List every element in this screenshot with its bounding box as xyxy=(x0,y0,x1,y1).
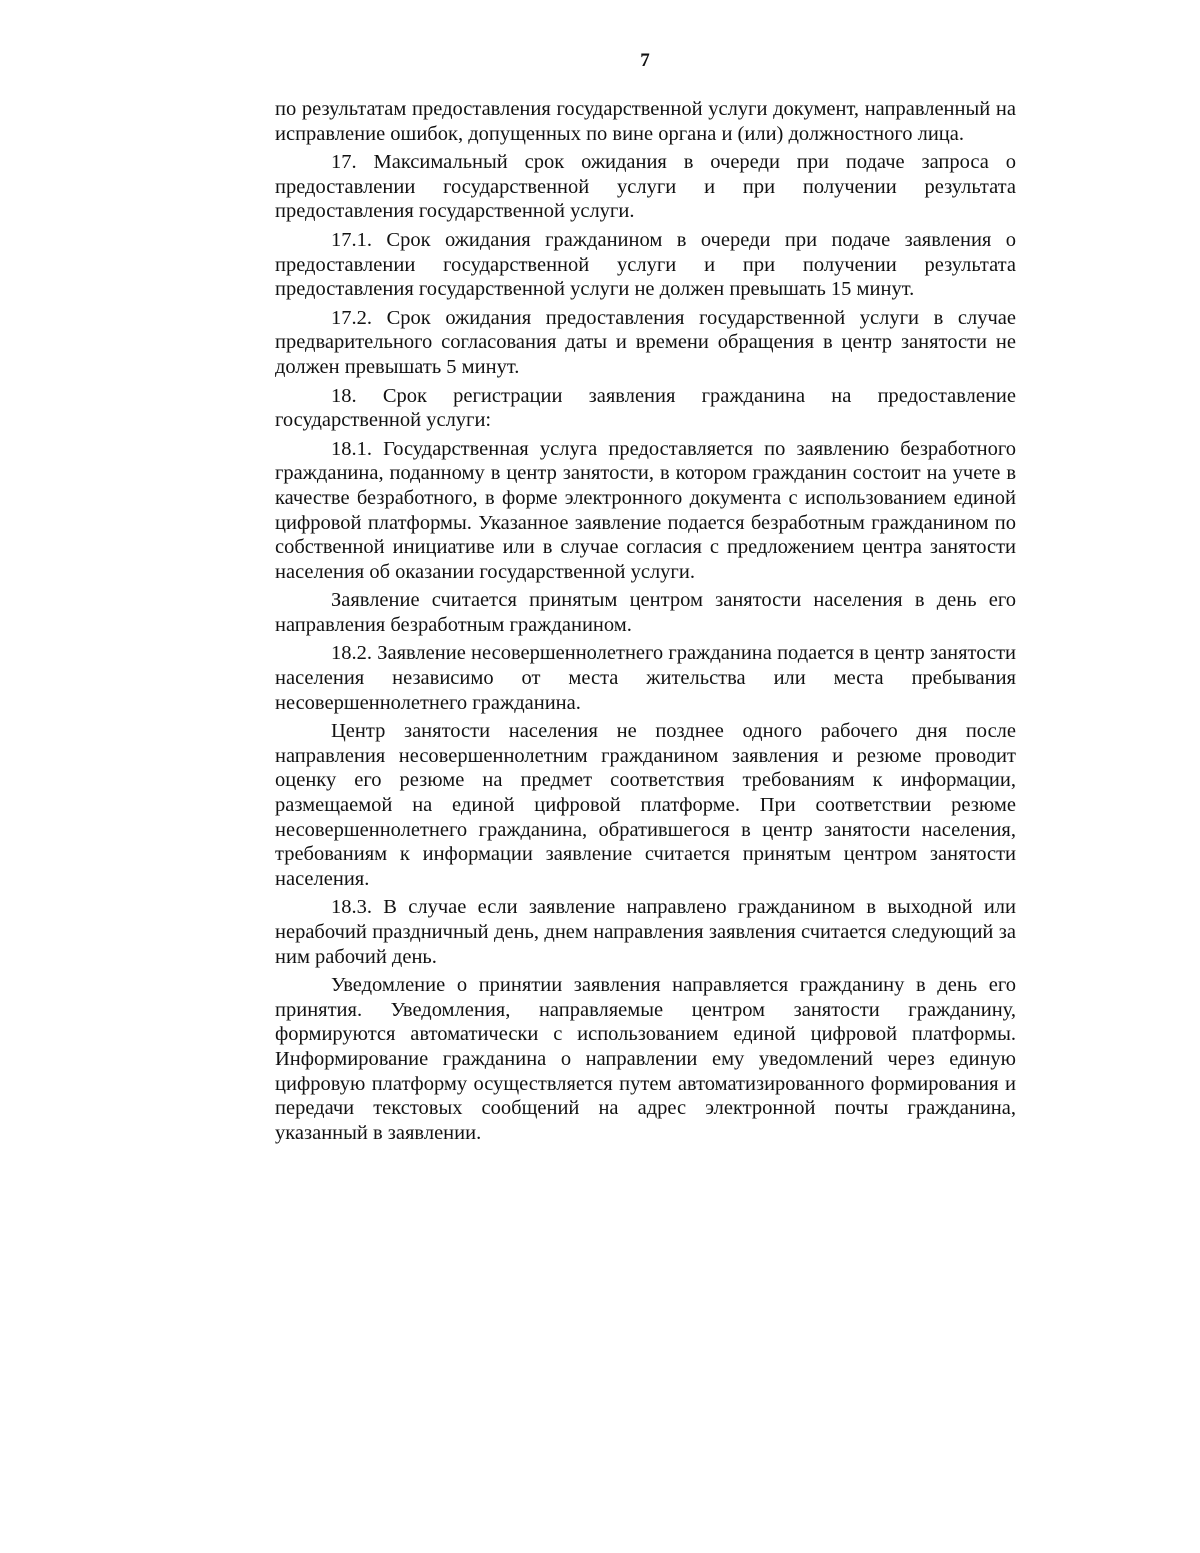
paragraph-18-3: 18.3. В случае если заявление направлено гражданином в выходной или нерабочий праздничный день, днем направления заявления считается следующий за ним рабочий день. xyxy=(275,896,1016,968)
paragraph-17: 17. Максимальный срок ожидания в очереди при подаче запроса о предоставлении государственной услуги и при получении результата предоставления государственной услуги. xyxy=(275,151,1016,223)
page-number: 7 xyxy=(640,50,650,71)
document-body xyxy=(275,97,1016,1149)
paragraph-18-1: 18.1. Государственная услуга предоставляется по заявлению безработного гражданина, поданному в центр занятости, в котором гражданин состоит на учете в качестве безработного, в форме электронного документа с использованием единой цифровой платформы. Указанное заявление подается безработным гражданином по собственной инициативе или в случае согласия с предложением центра занятости населения об оказании государственной услуги. xyxy=(275,437,1016,583)
paragraph-18: 18. Срок регистрации заявления гражданина на предоставление государственной услуги: xyxy=(275,384,1016,432)
paragraph-18-2-resume: Центр занятости населения не позднее одного рабочего дня после направления несовершеннолетним гражданином заявления и резюме проводит оценку его резюме на предмет соответствия требованиям к информации, размещаемой на единой цифровой платформе. При соответствии резюме несовершеннолетнего гражданина, обратившегося в центр занятости населения, требованиям к информации заявление считается принятым центром занятости населения. xyxy=(275,720,1016,890)
paragraph-18-1-acceptance: Заявление считается принятым центром занятости населения в день его направления безработным гражданином. xyxy=(275,589,1016,636)
paragraph-17-1: 17.1. Срок ожидания гражданином в очереди при подаче заявления о предоставлении государственной услуги и при получении результата предоставления государственной услуги не должен превышать 15 минут. xyxy=(275,228,1016,301)
paragraph-18-3-notification: Уведомление о принятии заявления направляется гражданину в день его принятия. Уведомления, направляемые центром занятости гражданину, формируются автоматически с использованием единой цифровой платформы. Информирование гражданина о направлении ему уведомлений через единую цифровую платформу осуществляется путем автоматизированного формирования и передачи текстовых сообщений на адрес электронной почты гражданина, указанный в заявлении. xyxy=(275,974,1016,1144)
paragraph-18-2: 18.2. Заявление несовершеннолетнего гражданина подается в центр занятости населения независимо от места жительства или места пребывания несовершеннолетнего гражданина. xyxy=(275,642,1016,714)
paragraph-continuation: по результатам предоставления государственной услуги документ, направленный на исправление ошибок, допущенных по вине органа и (или) должностного лица. xyxy=(275,98,1016,145)
paragraph-17-2: 17.2. Срок ожидания предоставления государственной услуги в случае предварительного согласования даты и времени обращения в центр занятости не должен превышать 5 минут. xyxy=(275,306,1016,378)
